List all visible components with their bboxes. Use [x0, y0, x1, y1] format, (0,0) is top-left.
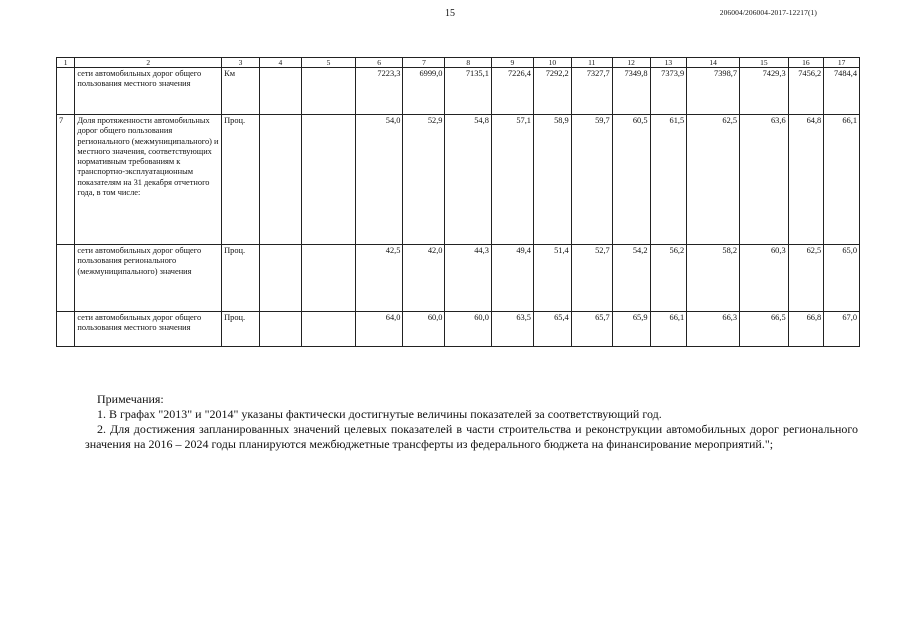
- value-cell: 7429,3: [740, 68, 789, 115]
- unit-cell: Проц.: [222, 245, 260, 312]
- column-number-cell: 9: [491, 58, 533, 68]
- value-cell: 60,3: [740, 245, 789, 312]
- value-cell: 44,3: [445, 245, 491, 312]
- value-cell: 7292,2: [533, 68, 571, 115]
- value-cell: 51,4: [533, 245, 571, 312]
- indicator-name-cell: Доля протяженности автомобильных дорог общего пользования регионального (межмуниципального) и местного значения, соответствующих нормативным требованиям к транспортно-эксплуатационным показателям на 31 декабря отчетного года, в том числе:: [75, 115, 222, 245]
- column-number-cell: 13: [650, 58, 687, 68]
- value-cell: 58,9: [533, 115, 571, 245]
- column-number-cell: 15: [740, 58, 789, 68]
- value-cell: 65,9: [612, 312, 650, 347]
- notes-section: [85, 392, 858, 452]
- note-item: 2. Для достижения запланированных значений целевых показателей в части строительства и реконструкции автомобильных дорог регионального значения на 2016 – 2024 годы планируются межбюджетные трансферты из федерального бюджета на финансирование мероприятий.";: [85, 422, 858, 451]
- value-cell: 42,5: [355, 245, 402, 312]
- empty-cell: [259, 115, 301, 245]
- value-cell: 66,8: [788, 312, 824, 347]
- column-number-cell: 1: [57, 58, 75, 68]
- value-cell: 66,3: [687, 312, 740, 347]
- value-cell: 62,5: [687, 115, 740, 245]
- empty-cell: [259, 312, 301, 347]
- table-row: [57, 115, 860, 245]
- unit-cell: Км: [222, 68, 260, 115]
- value-cell: 57,1: [491, 115, 533, 245]
- indicator-name-cell: сети автомобильных дорог общего пользования местного значения: [75, 312, 222, 347]
- empty-cell: [301, 115, 355, 245]
- value-cell: 63,6: [740, 115, 789, 245]
- column-number-cell: 16: [788, 58, 824, 68]
- value-cell: 66,1: [824, 115, 860, 245]
- indicators-table: [56, 57, 860, 347]
- column-number-cell: 11: [571, 58, 612, 68]
- unit-cell: Проц.: [222, 115, 260, 245]
- value-cell: 63,5: [491, 312, 533, 347]
- table-row: [57, 245, 860, 312]
- value-cell: 64,8: [788, 115, 824, 245]
- value-cell: 7349,8: [612, 68, 650, 115]
- column-number-cell: 5: [301, 58, 355, 68]
- column-number-cell: 4: [259, 58, 301, 68]
- value-cell: 7398,7: [687, 68, 740, 115]
- column-number-cell: 8: [445, 58, 491, 68]
- column-number-row: [57, 58, 860, 68]
- value-cell: 42,0: [403, 245, 445, 312]
- column-number-cell: 7: [403, 58, 445, 68]
- document-code: 206004/206004-2017-12217(1): [719, 8, 817, 17]
- column-number-cell: 12: [612, 58, 650, 68]
- empty-cell: [301, 245, 355, 312]
- value-cell: 7456,2: [788, 68, 824, 115]
- value-cell: 61,5: [650, 115, 687, 245]
- value-cell: 65,0: [824, 245, 860, 312]
- row-number-cell: 7: [57, 115, 75, 245]
- value-cell: 58,2: [687, 245, 740, 312]
- column-number-cell: 14: [687, 58, 740, 68]
- empty-cell: [301, 312, 355, 347]
- value-cell: 54,8: [445, 115, 491, 245]
- value-cell: 7226,4: [491, 68, 533, 115]
- value-cell: 64,0: [355, 312, 402, 347]
- value-cell: 56,2: [650, 245, 687, 312]
- indicator-name-cell: сети автомобильных дорог общего пользования местного значения: [75, 68, 222, 115]
- value-cell: 66,5: [740, 312, 789, 347]
- value-cell: 7135,1: [445, 68, 491, 115]
- value-cell: 54,2: [612, 245, 650, 312]
- column-number-cell: 6: [355, 58, 402, 68]
- value-cell: 54,0: [355, 115, 402, 245]
- table-row: [57, 312, 860, 347]
- indicator-name-cell: сети автомобильных дорог общего пользования регионального (межмуниципального) значения: [75, 245, 222, 312]
- page-number: 15: [445, 8, 455, 19]
- note-item: 1. В графах "2013" и "2014" указаны фактически достигнутые величины показателей за соответствующий год.: [97, 407, 662, 421]
- value-cell: 7223,3: [355, 68, 402, 115]
- value-cell: 6999,0: [403, 68, 445, 115]
- value-cell: 66,1: [650, 312, 687, 347]
- column-number-cell: 2: [75, 58, 222, 68]
- column-number-cell: 17: [824, 58, 860, 68]
- unit-cell: Проц.: [222, 312, 260, 347]
- row-number-cell: [57, 245, 75, 312]
- notes-title: Примечания:: [97, 392, 164, 406]
- value-cell: 65,4: [533, 312, 571, 347]
- column-number-cell: 10: [533, 58, 571, 68]
- empty-cell: [301, 68, 355, 115]
- column-number-cell: 3: [222, 58, 260, 68]
- value-cell: 49,4: [491, 245, 533, 312]
- value-cell: 60,5: [612, 115, 650, 245]
- value-cell: 52,7: [571, 245, 612, 312]
- row-number-cell: [57, 312, 75, 347]
- row-number-cell: [57, 68, 75, 115]
- value-cell: 67,0: [824, 312, 860, 347]
- value-cell: 60,0: [403, 312, 445, 347]
- table-row: [57, 68, 860, 115]
- value-cell: 7373,9: [650, 68, 687, 115]
- value-cell: 62,5: [788, 245, 824, 312]
- value-cell: 65,7: [571, 312, 612, 347]
- value-cell: 7484,4: [824, 68, 860, 115]
- value-cell: 59,7: [571, 115, 612, 245]
- empty-cell: [259, 245, 301, 312]
- value-cell: 52,9: [403, 115, 445, 245]
- value-cell: 60,0: [445, 312, 491, 347]
- empty-cell: [259, 68, 301, 115]
- value-cell: 7327,7: [571, 68, 612, 115]
